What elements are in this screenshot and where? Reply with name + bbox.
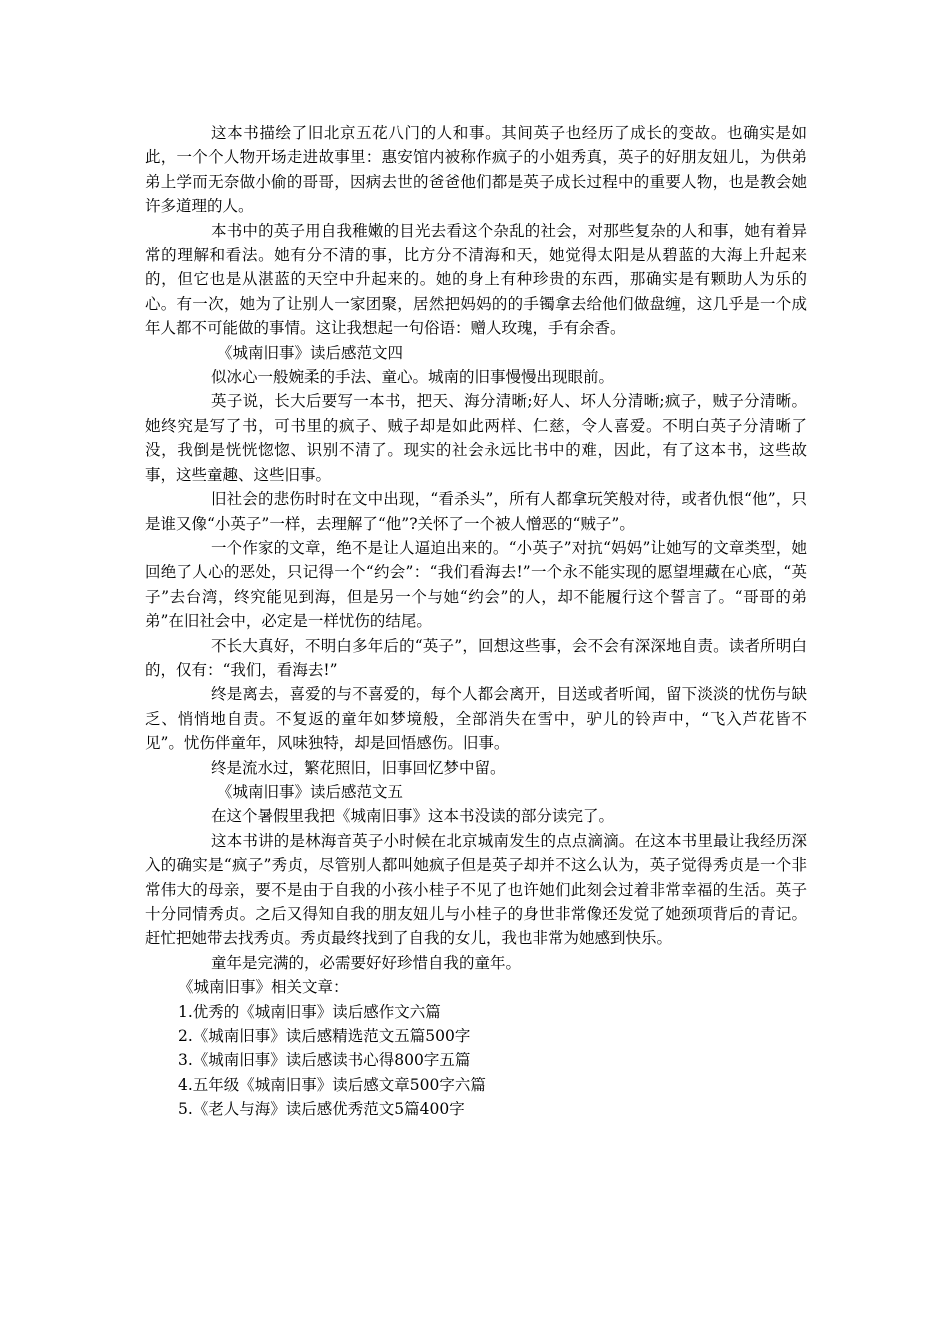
body-paragraph: 终是流水过，繁花照旧，旧事回忆梦中留。 [211,758,506,777]
body-paragraph: 这本书讲的是林海音英子小时候在北京城南发生的点点滴滴。在这本书里最让我经历深入的确实是“疯子”秀贞，尽管别人都叫她疯子但是英子却并不这么认为，英子觉得秀贞是一个非常伟大的母亲，要不是由于自我的小孩小桂子不见了也许她们此刻会过着非常幸福的生活。英子十分同情秀贞。之后又得知自我的朋友妞儿与小桂子的身世非常像还发觉了她颈项背后的青记。赶忙把她带去找秀贞。秀贞最终找到了自我的女儿，我也非常为她感到快乐。 [145,831,807,948]
body-paragraph: 这本书描绘了旧北京五花八门的人和事。其间英子也经历了成长的变故。也确实是如此，一个个人物开场走进故事里：惠安馆内被称作疯子的小姐秀真，英子的好朋友妞儿，为供弟弟上学而无奈做小偷的哥哥，因病去世的爸爸他们都是英子成长过程中的重要人物，也是教会她许多道理的人。 [145,124,807,216]
related-article-link[interactable]: 1.优秀的《城南旧事》读后感作文六篇 [178,1002,441,1021]
section-heading: 《城南旧事》读后感范文四 [217,343,404,362]
body-paragraph: 英子说，长大后要写一本书，把天、海分清晰;好人、坏人分清晰;疯子，贼子分清晰。她终究是写了书，可书里的疯子、贼子却是如此两样、仁慈，令人喜爱。不明白英子分清晰了没，我倒是恍恍惚惚、识别不清了。现实的社会永远比书中的难，因此，有了这本书，这些故事，这些童趣、这些旧事。 [145,392,807,484]
body-paragraph: 童年是完满的，必需要好好珍惜自我的童年。 [211,953,522,972]
document-page [145,121,807,1122]
body-paragraph: 似冰心一般婉柔的手法、童心。城南的旧事慢慢出现眼前。 [211,368,615,387]
related-articles-list [145,1000,807,1122]
related-article-link[interactable]: 3.《城南旧事》读后感读书心得800字五篇 [178,1051,471,1070]
body-paragraph: 不长大真好，不明白多年后的“英子”，回想这些事，会不会有深深地自责。读者所明白的，仅有：“我们，看海去!” [145,636,807,679]
body-paragraph: 一个作家的文章，绝不是让人逼迫出来的。“小英子”对抗“妈妈”让她写的文章类型，她回绝了人心的恶处，只记得一个“约会”：“我们看海去!”一个永不能实现的愿望埋藏在心底，“英子”去台湾，终究能见到海，但是另一个与她“约会”的人，却不能履行这个誓言了。“哥哥的弟弟”在旧社会中，必定是一样忧伤的结尾。 [145,538,807,631]
related-article-link[interactable]: 4.五年级《城南旧事》读后感文章500字六篇 [178,1075,486,1094]
section-heading: 《城南旧事》读后感范文五 [217,782,404,801]
related-article-link[interactable]: 5.《老人与海》读后感优秀范文5篇400字 [178,1100,465,1119]
body-paragraph: 旧社会的悲伤时时在文中出现，“看杀头”，所有人都拿玩笑般对待，或者仇恨“他”，只是谁又像“小英子”一样，去理解了“他”?关怀了一个被人憎恶的“贼子”。 [145,490,807,533]
body-paragraph: 本书中的英子用自我稚嫩的目光去看这个杂乱的社会，对那些复杂的人和事，她有着异常的理解和看法。她有分不清的事，比方分不清海和天，她觉得太阳是从碧蓝的大海上升起来的，但它也是从湛蓝的天空中升起来的。她的身上有种珍贵的东西，那确实是有颗助人为乐的心。有一次，她为了让别人一家团聚，居然把妈妈的的手镯拿去给他们做盘缠，这几乎是一个成年人都不可能做的事情。这让我想起一句俗语：赠人玫瑰，手有余香。 [145,221,807,338]
related-articles-title: 《城南旧事》相关文章： [178,978,349,997]
related-article-link[interactable]: 2.《城南旧事》读后感精选范文五篇500字 [178,1027,471,1046]
body-paragraph: 终是离去，喜爱的与不喜爱的，每个人都会离开，目送或者听闻，留下淡淡的忧伤与缺乏、悄悄地自责。不复返的童年如梦境般，全部消失在雪中，驴儿的铃声中，“飞入芦花皆不见”。忧伤伴童年，风味独特，却是回悟感伤。旧事。 [145,685,807,753]
body-paragraph: 在这个暑假里我把《城南旧事》这本书没读的部分读完了。 [211,807,615,826]
